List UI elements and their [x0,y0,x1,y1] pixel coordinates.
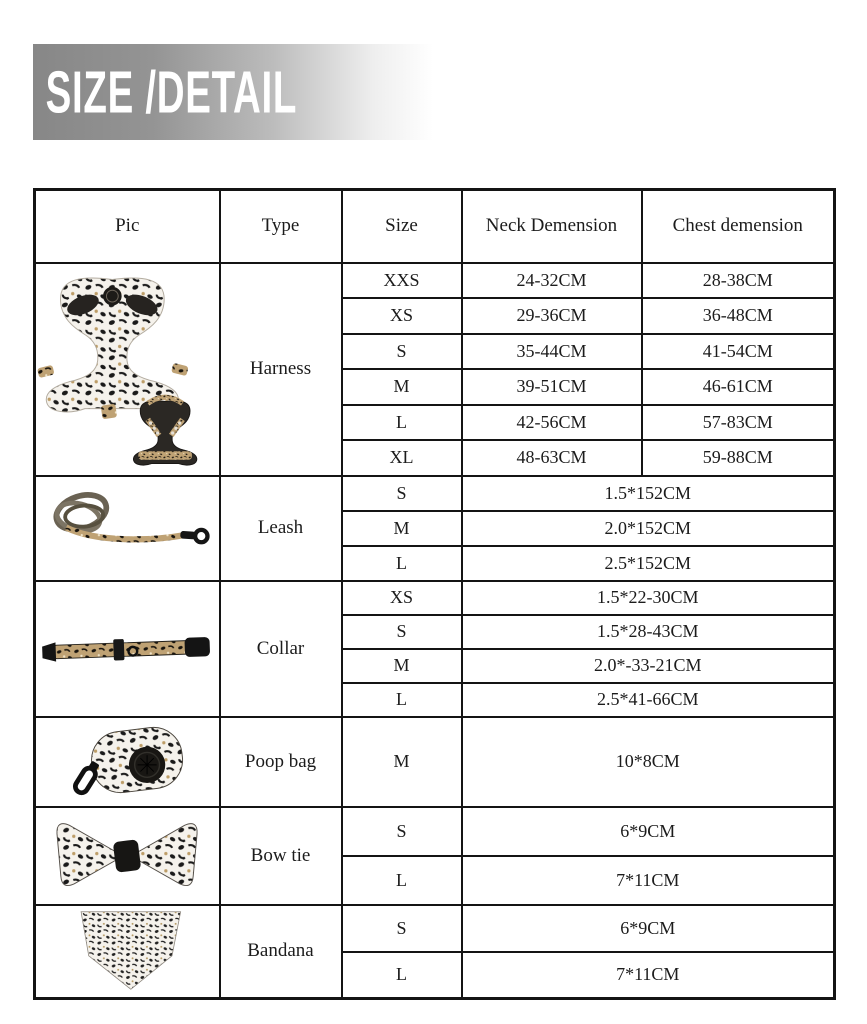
banner-title: SIZE /DETAIL [45,57,298,125]
size-cell: M [342,511,462,546]
neck-cell: 29-36CM [462,298,642,334]
size-cell: S [342,615,462,649]
size-cell: L [342,546,462,581]
dimension-cell: 10*8CM [462,717,835,807]
dimension-cell: 7*11CM [462,952,835,999]
type-cell: Bandana [220,905,342,999]
table-row [35,476,835,511]
size-cell: S [342,905,462,952]
pic-cell-bandana [35,905,220,999]
size-chart-table [33,188,836,1000]
dimension-cell: 6*9CM [462,807,835,856]
chest-cell: 57-83CM [642,405,835,441]
size-cell: L [342,952,462,999]
size-cell: S [342,807,462,856]
column-header-size: Size [342,190,462,263]
size-cell: L [342,683,462,717]
column-header-neck: Neck Demension [462,190,642,263]
pic-cell-bow-tie [35,807,220,905]
dimension-cell: 1.5*22-30CM [462,581,835,615]
neck-cell: 42-56CM [462,405,642,441]
table-header [35,190,835,263]
collar-image [37,584,218,714]
size-cell: L [342,405,462,441]
dimension-cell: 2.5*152CM [462,546,835,581]
size-cell: XL [342,440,462,476]
dimension-cell: 1.5*152CM [462,476,835,511]
size-cell: S [342,476,462,511]
column-header-type: Type [220,190,342,263]
neck-cell: 35-44CM [462,334,642,370]
bandana-image [37,906,218,996]
dimension-cell: 2.0*-33-21CM [462,649,835,683]
size-cell: M [342,717,462,807]
dimension-cell: 2.5*41-66CM [462,683,835,717]
chest-cell: 59-88CM [642,440,835,476]
poop-bag-image [37,719,218,805]
size-cell: XS [342,581,462,615]
size-detail-banner [33,44,433,140]
size-cell: XXS [342,263,462,299]
neck-cell: 24-32CM [462,263,642,299]
chest-cell: 46-61CM [642,369,835,405]
pic-cell-collar [35,581,220,717]
table-row [35,263,835,299]
pic-cell-leash [35,476,220,581]
leash-image [37,478,218,578]
column-header-chest: Chest demension [642,190,835,263]
size-cell: M [342,649,462,683]
size-cell: M [342,369,462,405]
table-row [35,581,835,615]
neck-cell: 48-63CM [462,440,642,476]
dimension-cell: 7*11CM [462,856,835,905]
table-row [35,717,835,807]
pic-cell-poop-bag [35,717,220,807]
type-cell: Poop bag [220,717,342,807]
harness-image [37,265,218,473]
chest-cell: 41-54CM [642,334,835,370]
size-cell: L [342,856,462,905]
type-cell: Bow tie [220,807,342,905]
dimension-cell: 1.5*28-43CM [462,615,835,649]
dimension-cell: 6*9CM [462,905,835,952]
table-row [35,905,835,952]
chest-cell: 36-48CM [642,298,835,334]
chest-cell: 28-38CM [642,263,835,299]
size-cell: XS [342,298,462,334]
dimension-cell: 2.0*152CM [462,511,835,546]
header-row [35,190,835,263]
type-cell: Leash [220,476,342,581]
table-row [35,807,835,856]
bow-tie-image [37,809,218,903]
type-cell: Collar [220,581,342,717]
size-cell: S [342,334,462,370]
pic-cell-harness [35,263,220,476]
column-header-pic: Pic [35,190,220,263]
neck-cell: 39-51CM [462,369,642,405]
type-cell: Harness [220,263,342,476]
